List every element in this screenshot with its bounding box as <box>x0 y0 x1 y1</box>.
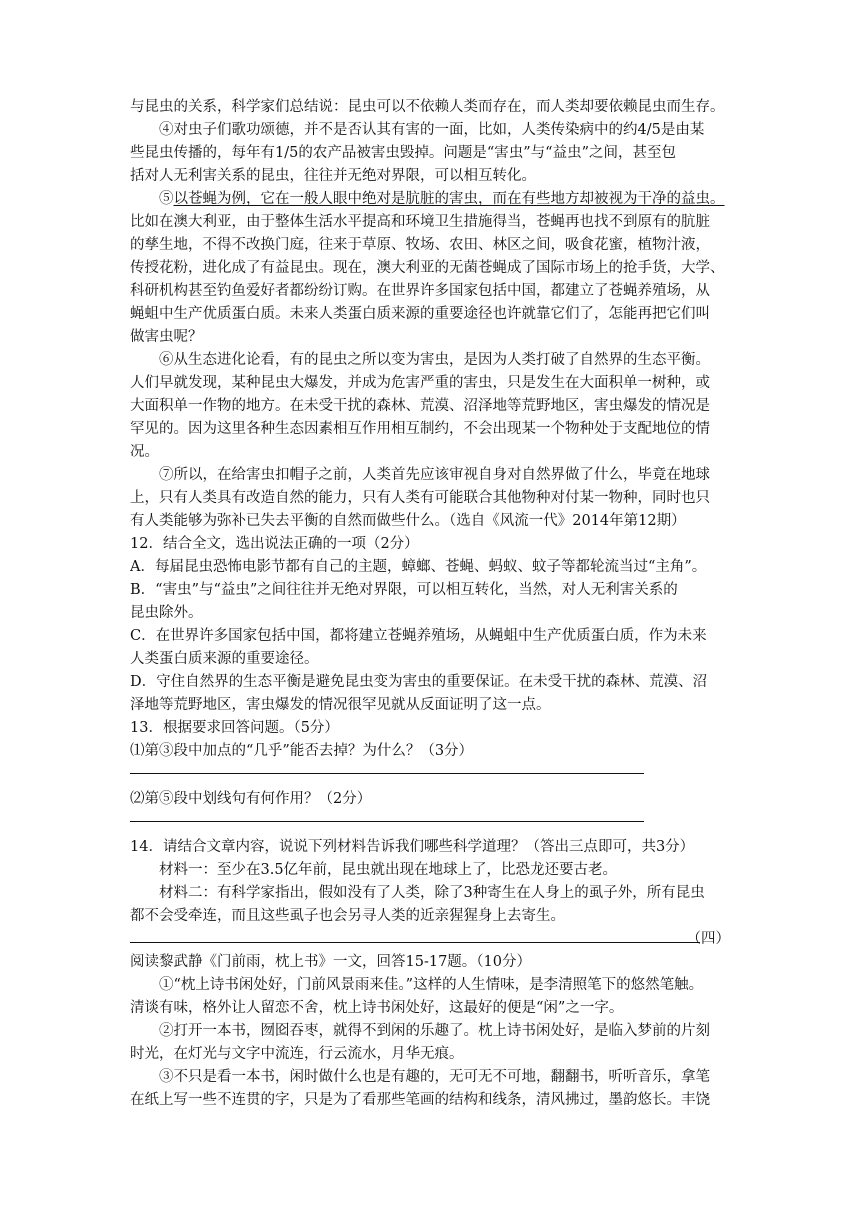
option-b-cont: 昆虫除外。 <box>130 605 203 621</box>
text-line: 蝇蛆中生产优质蛋白质。未来人类蛋白质来源的重要途径也许就靠它们了，怎能再把它们叫 <box>130 306 710 322</box>
option-b: B．“害虫”与“益虫”之间往往并无绝对界限，可以相互转化，当然，对人无利害关系的 <box>130 582 678 598</box>
text-line: 大面积单一作物的地方。在未受干扰的森林、荒漠、沼泽地等荒野地区，害虫爆发的情况是 <box>130 398 710 414</box>
answer-line[interactable] <box>130 930 700 943</box>
text-line: ②打开一本书，囫囵吞枣，就得不到闲的乐趣了。枕上诗书闲处好，是临入梦前的片刻 <box>130 1023 710 1039</box>
paragraph-5-number: ⑤ <box>130 191 174 207</box>
answer-line[interactable] <box>130 763 644 774</box>
emphasis-dot-char: 确 <box>307 536 323 552</box>
answer-line[interactable] <box>130 811 644 822</box>
text-line: 的孳生地，不得不改换门庭，往来于草原、牧场、农田、林区之间，吸食花蜜，植物汁液， <box>130 237 710 253</box>
material-2: 材料二：有科学家指出，假如没有了人类，除了3种寄生在人身上的虱子外，所有昆虫 <box>130 885 705 901</box>
question-14-stem: 14．请结合文章内容，说说下列材料告诉我们哪些科学道理？（答出三点即可，共3分） <box>130 839 695 855</box>
text-line: 上，只有人类具有改造自然的能力，只有人类有可能联合其他物种对付某一物种，同时也只 <box>130 490 710 506</box>
question-13-stem: 13．根据要求回答问题。（5分） <box>130 720 339 736</box>
text-line: 做害虫呢？ <box>130 329 203 345</box>
text-line: ⑦所以，在给害虫扣帽子之前，人类首先应该审视自身对自然界做了什么，毕竟在地球 <box>130 467 710 483</box>
option-c-cont: 人类蛋白质来源的重要途径。 <box>130 651 319 667</box>
text-line: 人们早就发现，某种昆虫大爆发，并成为危害严重的害虫，只是发生在大面积单一树种，或 <box>130 375 710 391</box>
text-line: 括对人无利害关系的昆虫，往往并无绝对界限，可以相互转化。 <box>130 168 536 184</box>
underlined-sentence: 以苍蝇为例，它在一般人眼中绝对是肮脏的害虫，而在有些地方却被视为干净的益虫。 <box>173 191 725 207</box>
question-13-sub1: ⑴第③段中加点的“几乎”能否去掉？为什么？（3分） <box>130 743 474 759</box>
text-line: 有人类能够为弥补已失去平衡的自然而做些什么。（选自《风流一代》2014年第12期） <box>130 513 686 529</box>
text-line: 罕见的。因为这里各种生态因素相互作用相互制约，不会出现某一个物种处于支配地位的情 <box>130 421 710 437</box>
text-line: 些昆虫传播的，每年有1/5的农产品被害虫毁掉。问题是“害虫”与“益虫”之间，甚至包 <box>130 145 676 161</box>
page-content <box>130 96 730 1112</box>
section-4-mark: （四） <box>686 931 730 947</box>
text-line: 与昆虫的关系，科学家们总结说：昆虫可以不依赖人类而存在，而人类却要依赖昆虫而生存。 <box>130 99 725 115</box>
section-4-header <box>130 928 730 951</box>
text-line: ③不只是看一本书，闲时做什么也是有趣的，无可无不可地，翻翻书，听听音乐，拿笔 <box>130 1069 710 1085</box>
text-line: 清谈有味，格外让人留恋不舍，枕上诗书闲处好，这最好的便是“闲”之一字。 <box>130 1000 624 1016</box>
text-line: ④对虫子们歌功颂德，并不是否认其有害的一面，比如，人类传染病中的约4/5是由某 <box>130 122 705 138</box>
material-2-cont: 都不会受牵连，而且这些虱子也会另寻人类的近亲猩猩身上去寄生。 <box>130 908 565 924</box>
text-line: 况。 <box>130 444 159 460</box>
section-4-intro: 阅读黎武静《门前雨，枕上书》一文，回答15-17题。（10分） <box>130 954 531 970</box>
text-line: 在纸上写一些不连贯的字，只是为了看那些笔画的结构和线条，清风拂过，墨韵悠长。丰饶 <box>130 1092 710 1108</box>
option-d: D．守住自然界的生态平衡是避免昆虫变为害虫的重要保证。在未受干扰的森林、荒漠、沼 <box>130 674 708 690</box>
text-line: ①“枕上诗书闲处好，门前风景雨来佳。”这样的人生情味，是李清照笔下的悠然笔触。 <box>130 977 704 993</box>
question-12-stem: 12．结合全文，选出说法正确的一项（2分） <box>130 536 419 552</box>
paragraph-5-first-line <box>130 188 730 211</box>
material-1: 材料一：至少在3.5亿年前，昆虫就出现在地球上了，比恐龙还要古老。 <box>130 862 618 878</box>
text-line: 传授花粉，进化成了有益昆虫。现在，澳大利亚的无菌苍蝇成了国际市场上的抢手货，大学、 <box>130 260 725 276</box>
question-13-sub2: ⑵第⑤段中划线句有何作用？（2分） <box>130 791 372 807</box>
text-line: 时光，在灯光与文字中流连，行云流水，月华无痕。 <box>130 1046 464 1062</box>
text-line: 科研机构甚至钓鱼爱好者都纷纷订购。在世界许多国家包括中国，都建立了苍蝇养殖场，从 <box>130 283 710 299</box>
option-d-cont: 泽地等荒野地区，害虫爆发的情况很罕见就从反面证明了这一点。 <box>130 697 551 713</box>
option-a: A．每届昆虫恐怖电影节都有自己的主题，蟑螂、苍蝇、蚂蚁、蚊子等都轮流当过“主角”。 <box>130 559 707 575</box>
text-line: 比如在澳大利亚，由于整体生活水平提高和环境卫生措施得当，苍蝇再也找不到原有的肮脏 <box>130 214 710 230</box>
text-line: ⑥从生态进化论看，有的昆虫之所以变为害虫，是因为人类打破了自然界的生态平衡。 <box>130 352 710 368</box>
option-c: C．在世界许多国家包括中国，都将建立苍蝇养殖场，从蝇蛆中生产优质蛋白质，作为未来 <box>130 628 707 644</box>
